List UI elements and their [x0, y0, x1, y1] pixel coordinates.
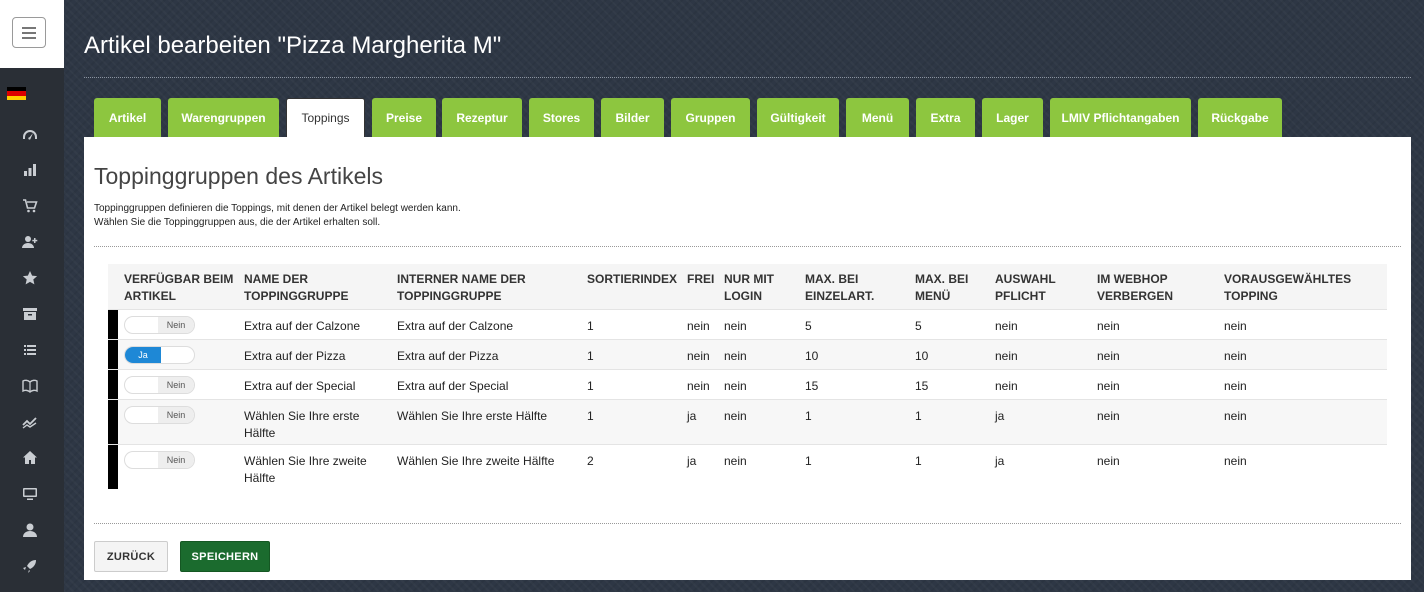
tab-warengruppen[interactable]: Warengruppen	[168, 98, 279, 137]
menu-bar	[22, 32, 36, 34]
description-line: Toppinggruppen definieren die Toppings, mit denen der Artikel belegt werden kann.	[94, 203, 461, 214]
cell-max-menu: 15	[915, 379, 929, 393]
tab-lmiv-pflichtangaben[interactable]: LMIV Pflichtangaben	[1050, 98, 1191, 137]
user-icon[interactable]	[18, 518, 42, 542]
column-header-max-single: MAX. BEI EINZELART.	[805, 272, 875, 303]
cell-hide-webshop: nein	[1097, 319, 1120, 333]
cell-required: ja	[995, 454, 1005, 468]
cell-sort-index: 2	[587, 454, 594, 468]
cell-max-menu: 10	[915, 349, 929, 363]
column-header-internal-name: INTERNER NAME DER TOPPINGGRUPPE	[397, 272, 526, 303]
cell-internal-name: Extra auf der Calzone	[397, 319, 514, 333]
section-description	[94, 202, 461, 230]
cell-preselected: nein	[1224, 454, 1247, 468]
cell-hide-webshop: nein	[1097, 409, 1120, 423]
cell-required: ja	[995, 409, 1005, 423]
row-marker	[108, 340, 118, 369]
cell-max-single: 15	[805, 379, 819, 393]
row-marker	[108, 370, 118, 399]
cell-login-only: nein	[724, 349, 747, 363]
table-row	[108, 309, 1387, 339]
column-header-max-menu: MAX. BEI MENÜ	[915, 272, 969, 303]
cell-name: Wählen Sie Ihre zweite Hälfte	[244, 454, 367, 485]
cell-internal-name: Extra auf der Pizza	[397, 349, 499, 363]
tab-gueltigkeit[interactable]: Gültigkeit	[757, 98, 839, 137]
cell-max-menu: 1	[915, 409, 922, 423]
section-title: Toppinggruppen des Artikels	[94, 163, 383, 189]
german-flag-icon[interactable]	[7, 87, 26, 100]
book-icon[interactable]	[18, 374, 42, 398]
cell-free: ja	[687, 454, 697, 468]
availability-toggle[interactable]	[124, 406, 195, 424]
save-button[interactable]: SPEICHERN	[180, 541, 270, 572]
cell-hide-webshop: nein	[1097, 454, 1120, 468]
tab-gruppen[interactable]: Gruppen	[671, 98, 750, 137]
toggle-state: Ja	[125, 347, 161, 363]
cell-login-only: nein	[724, 379, 747, 393]
cell-free: nein	[687, 379, 710, 393]
cell-preselected: nein	[1224, 319, 1247, 333]
column-header-name: NAME DER TOPPINGGRUPPE	[244, 272, 349, 303]
cell-max-single: 1	[805, 409, 812, 423]
home-icon[interactable]	[18, 446, 42, 470]
cell-preselected: nein	[1224, 349, 1247, 363]
tab-menue[interactable]: Menü	[846, 98, 909, 137]
tab-rezeptur[interactable]: Rezeptur	[442, 98, 522, 137]
cell-max-menu: 1	[915, 454, 922, 468]
cell-name: Extra auf der Calzone	[244, 319, 361, 333]
sidebar	[0, 0, 64, 592]
divider	[94, 523, 1401, 524]
availability-toggle[interactable]	[124, 376, 195, 394]
trend-icon[interactable]	[18, 410, 42, 434]
cell-internal-name: Extra auf der Special	[397, 379, 509, 393]
menu-bar	[22, 27, 36, 29]
sidebar-header	[0, 0, 64, 68]
content-panel	[84, 137, 1411, 580]
cell-login-only: nein	[724, 319, 747, 333]
add-user-icon[interactable]	[18, 230, 42, 254]
cell-max-single: 1	[805, 454, 812, 468]
column-header-login-only: NUR MIT LOGIN	[724, 272, 774, 303]
cart-icon[interactable]	[18, 194, 42, 218]
cell-preselected: nein	[1224, 379, 1247, 393]
tab-lager[interactable]: Lager	[982, 98, 1043, 137]
cell-free: nein	[687, 319, 710, 333]
divider	[94, 246, 1401, 247]
cell-sort-index: 1	[587, 409, 594, 423]
tab-bilder[interactable]: Bilder	[601, 98, 664, 137]
archive-icon[interactable]	[18, 302, 42, 326]
cell-required: nein	[995, 379, 1018, 393]
column-header-required: AUSWAHL PFLICHT	[995, 272, 1056, 303]
table-row	[108, 444, 1387, 489]
cell-name: Extra auf der Special	[244, 379, 356, 393]
main-area	[64, 0, 1424, 592]
availability-toggle[interactable]	[124, 451, 195, 469]
column-header-available: VERFÜGBAR BEIM ARTIKEL	[124, 272, 234, 303]
cell-name: Wählen Sie Ihre erste Hälfte	[244, 409, 360, 440]
row-marker	[108, 400, 118, 444]
toggle-state: Nein	[158, 452, 194, 468]
monitor-icon[interactable]	[18, 482, 42, 506]
cell-internal-name: Wählen Sie Ihre zweite Hälfte	[397, 454, 555, 468]
dashboard-icon[interactable]	[18, 123, 42, 147]
column-header-preselected: VORAUSGEWÄHLTES TOPPING	[1224, 272, 1352, 303]
tab-stores[interactable]: Stores	[529, 98, 594, 137]
column-header-hide-webshop: IM WEBHOP VERBERGEN	[1097, 272, 1174, 303]
list-icon[interactable]	[18, 338, 42, 362]
cell-login-only: nein	[724, 454, 747, 468]
toggle-state: Nein	[158, 407, 194, 423]
cell-name: Extra auf der Pizza	[244, 349, 346, 363]
description-line: Wählen Sie die Toppinggruppen aus, die der Artikel erhalten soll.	[94, 217, 381, 228]
cell-max-single: 5	[805, 319, 812, 333]
cell-required: nein	[995, 349, 1018, 363]
cell-hide-webshop: nein	[1097, 379, 1120, 393]
hamburger-menu-button[interactable]	[12, 17, 46, 48]
column-header-free: FREI	[687, 272, 715, 286]
title-divider	[84, 77, 1411, 78]
toggle-state: Nein	[158, 317, 194, 333]
table-row	[108, 369, 1387, 399]
tab-artikel[interactable]: Artikel	[94, 98, 161, 137]
cell-internal-name: Wählen Sie Ihre erste Hälfte	[397, 409, 548, 423]
tab-extra[interactable]: Extra	[916, 98, 975, 137]
cell-required: nein	[995, 319, 1018, 333]
row-marker	[108, 310, 118, 339]
tab-preise[interactable]: Preise	[372, 98, 436, 137]
table-row	[108, 399, 1387, 444]
page-title: Artikel bearbeiten "Pizza Margherita M"	[84, 32, 502, 59]
star-icon[interactable]	[18, 266, 42, 290]
availability-toggle[interactable]	[124, 316, 195, 334]
cell-free: nein	[687, 349, 710, 363]
tab-toppings[interactable]: Toppings	[286, 98, 365, 137]
cell-preselected: nein	[1224, 409, 1247, 423]
row-marker	[108, 445, 118, 489]
column-header-sort-index: SORTIERINDEX	[587, 272, 678, 286]
back-button[interactable]: ZURÜCK	[94, 541, 168, 572]
cell-free: ja	[687, 409, 697, 423]
menu-bar	[22, 37, 36, 39]
table-header	[108, 264, 1387, 309]
cell-hide-webshop: nein	[1097, 349, 1120, 363]
table-row	[108, 339, 1387, 369]
tab-rueckgabe[interactable]: Rückgabe	[1198, 98, 1282, 137]
cell-max-menu: 5	[915, 319, 922, 333]
availability-toggle[interactable]	[124, 346, 195, 364]
cell-login-only: nein	[724, 409, 747, 423]
chart-icon[interactable]	[18, 158, 42, 182]
rocket-icon[interactable]	[18, 554, 42, 578]
cell-sort-index: 1	[587, 379, 594, 393]
cell-sort-index: 1	[587, 319, 594, 333]
cell-sort-index: 1	[587, 349, 594, 363]
cell-max-single: 10	[805, 349, 819, 363]
toggle-state: Nein	[158, 377, 194, 393]
